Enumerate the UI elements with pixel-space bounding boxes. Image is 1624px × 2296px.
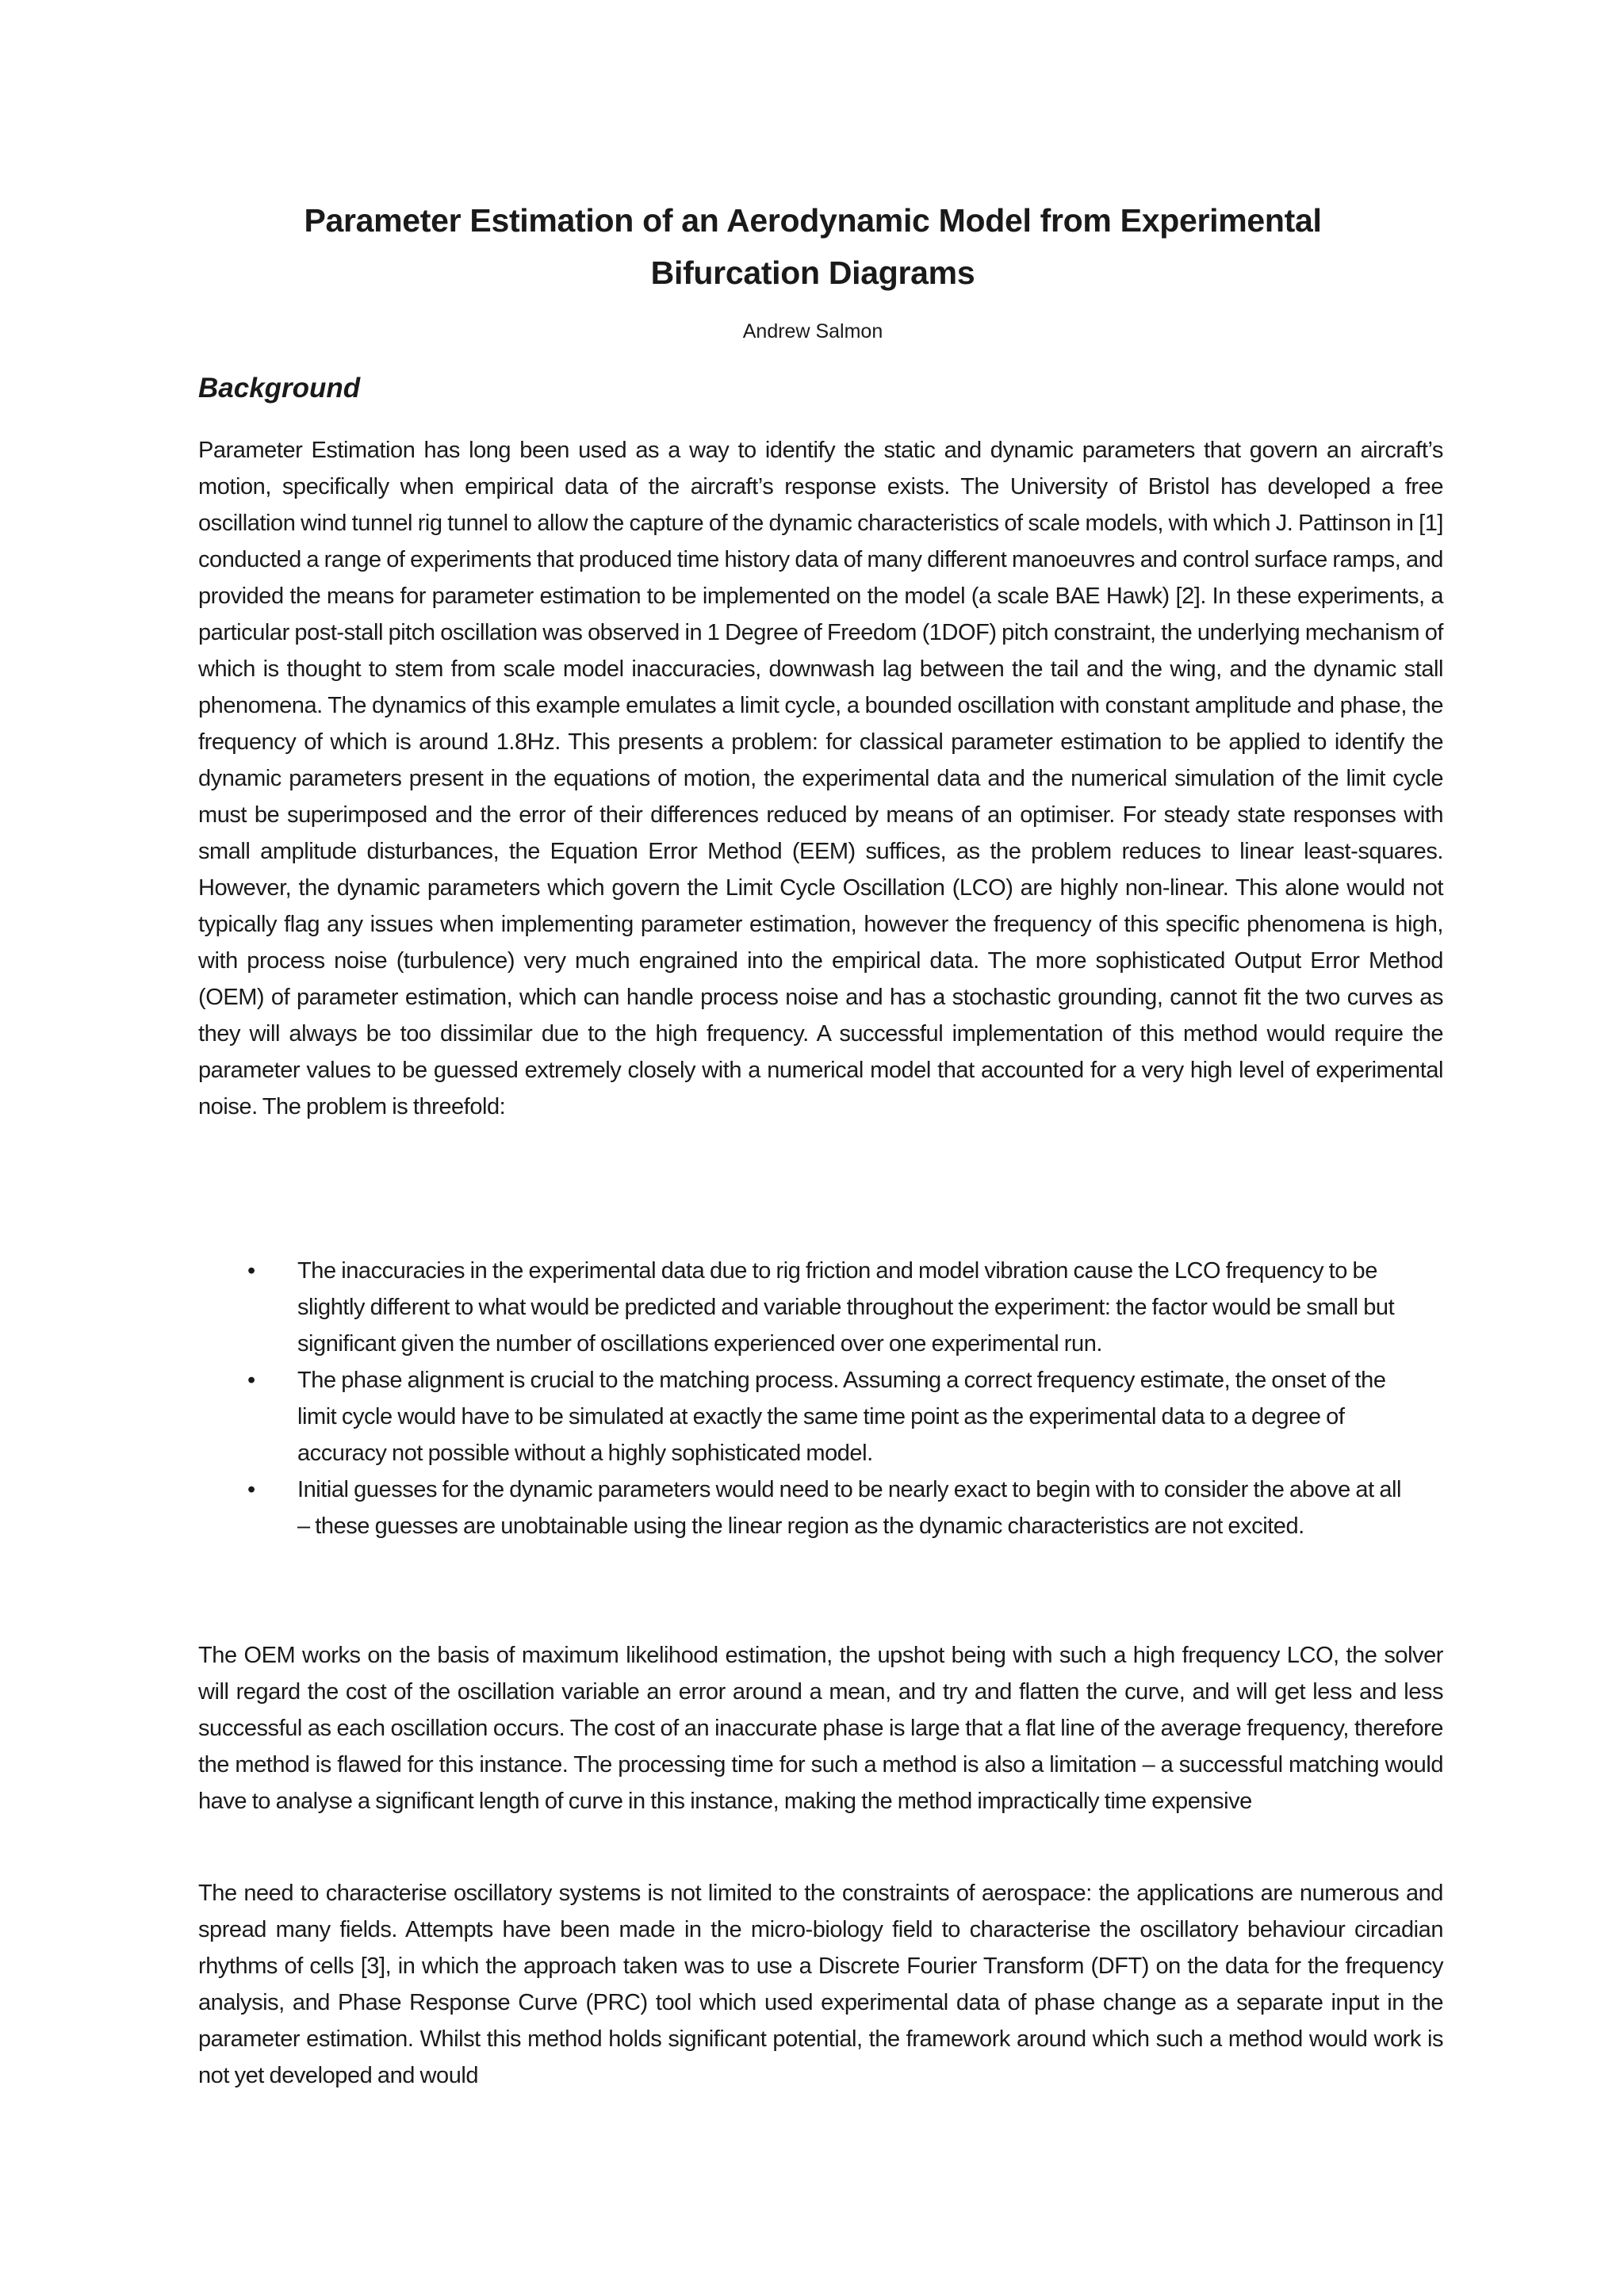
paper-title — [198, 194, 1427, 299]
title-line-2: Bifurcation Diagrams — [650, 254, 975, 291]
title-line-1: Parameter Estimation of an Aerodynamic Model from Experimental — [304, 202, 1322, 239]
bullet-symbol: • — [247, 1477, 255, 1502]
bullet-item-3 — [198, 1471, 1408, 1544]
paragraph-1: Parameter Estimation has long been used as a way to identify the static and dynamic parameters that govern an aircraft’s motion, specifically when empirical data of the aircraft’s response exists. The University of Bristol has developed a free oscillation wind tunnel rig tunnel to allow the capture of the dynamic characteristics of scale models, with which J. Pattinson in [1] conducted a range of experiments that produced time history data of many different manoeuvres and control surface ramps, and provided the means for parameter estimation to be implemented on the model (a scale BAE Hawk) [2]. In these experiments, a particular post-stall pitch oscillation was observed in 1 Degree of Freedom (1DOF) pitch constraint, the underlying mechanism of which is thought to stem from scale model inaccuracies, downwash lag between the tail and the wing, and the dynamic stall phenomena. The dynamics of this example emulates a limit cycle, a bounded oscillation with constant amplitude and phase, the frequency of which is around 1.8Hz. This presents a problem: for classical parameter estimation to be applied to identify the dynamic parameters present in the equations of motion, the experimental data and the numerical simulation of the limit cycle must be superimposed and the error of their differences reduced by means of an optimiser. For steady state responses with small amplitude disturbances, the Equation Error Method (EEM) suffices, as the problem reduces to linear least-squares. However, the dynamic parameters which govern the Limit Cycle Oscillation (LCO) are highly non-linear. This alone would not typically flag any issues when implementing parameter estimation, however the frequency of this specific phenomena is high, with process noise (turbulence) very much engrained into the empirical data. The more sophisticated Output Error Method (OEM) of parameter estimation, which can handle process noise and has a stochastic grounding, cannot fit the two curves as they will always be too dissimilar due to the high frequency. A successful implementation of this method would require the parameter values to be guessed extremely closely with a numerical model that accounted for a very high level of experimental noise. The problem is threefold: — [198, 438, 1443, 1119]
author-name: Andrew Salmon — [742, 320, 883, 342]
bullet-text: The inaccuracies in the experimental data due to rig friction and model vibration cause the LCO frequency to be slightly different to what would be predicted and variable throughout the experiment: the factor would be small but significant given the number of oscillations experienced over one experimental run. — [297, 1258, 1395, 1357]
bullet-item-1 — [198, 1253, 1408, 1362]
bullet-text: Initial guesses for the dynamic parameters would need to be nearly exact to begin with to consider the above at all – these guesses are unobtainable using the linear region as the dynamic characteristics are not excited. — [297, 1477, 1401, 1539]
paragraph-3: The need to characterise oscillatory systems is not limited to the constraints of aerospace: the applications are numerous and spread many fields. Attempts have been made in the micro-biology field to characterise the oscillatory behaviour circadian rhythms of cells [3], in which the approach taken was to use a Discrete Fourier Transform (DFT) on the data for the frequency analysis, and Phase Response Curve (PRC) tool which used experimental data of phase change as a separate input in the parameter estimation. Whilst this method holds significant potential, the framework around which such a method would work is not yet developed and would — [198, 1881, 1443, 2088]
bullet-symbol: • — [247, 1368, 255, 1393]
bullet-text: The phase alignment is crucial to the matching process. Assuming a correct frequency estimate, the onset of the limit cycle would have to be simulated at exactly the same time point as the experimental data to a degree of accuracy not possible without a highly sophisticated model. — [297, 1368, 1386, 1466]
bullet-item-2 — [198, 1362, 1408, 1471]
section-heading-background: Background — [198, 373, 361, 404]
paragraph-2: The OEM works on the basis of maximum likelihood estimation, the upshot being with such a high frequency LCO, the solver will regard the cost of the oscillation variable an error around a mean, and try and flatten the curve, and will get less and less successful as each oscillation occurs. The cost of an inaccurate phase is large that a flat line of the average frequency, therefore the method is flawed for this instance. The processing time for such a method is also a limitation – a successful matching would have to analyse a significant length of curve in this instance, making the method impractically time expensive — [198, 1643, 1443, 1814]
bullet-symbol: • — [247, 1258, 255, 1284]
problem-bullet-list — [198, 1253, 1443, 1544]
